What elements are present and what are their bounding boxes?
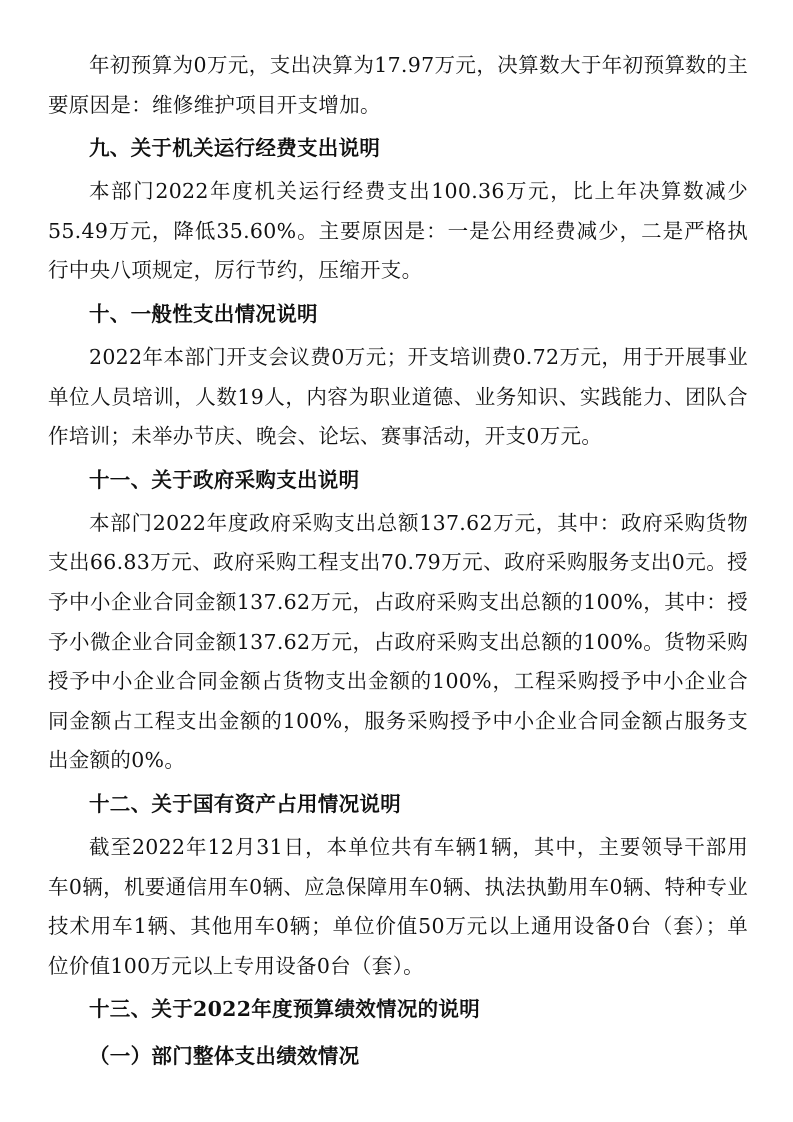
- section-heading-10: 十、一般性支出情况说明: [89, 301, 318, 326]
- paragraph-procurement: 本部门2022年度政府采购支出总额137.62万元，其中：政府采购货物支出66.83万元、政府采购工程支出70.79万元、政府采购服务支出0元。授予中小企业合同金额137.62万元，占政府采购支出总额的100%，其中：授予小微企业合同金额137.62万元，占政府采购支出总额的100%。货物采购授予中小企业合同金额占货物支出金额的100%，工程采购授予中小企业合同金额占工程支出金额的100%，服务采购授予中小企业合同金额占服务支出金额的0%。: [48, 510, 748, 773]
- paragraph-operating-expenses: 本部门2022年度机关运行经费支出100.36万元，比上年决算数减少55.49万元，降低35.60%。主要原因是：一是公用经费减少，二是严格执行中央八项规定，厉行节约，压缩开支。: [48, 179, 748, 283]
- paragraph-state-assets: 截至2022年12月31日，本单位共有车辆1辆，其中，主要领导干部用车0辆，机要通信用车0辆、应急保障用车0辆、执法执勤用车0辆、特种专业技术用车1辆、其他用车0辆；单位价值50万元以上通用设备0台（套）；单位价值100万元以上专用设备0台（套）。: [48, 834, 748, 978]
- section-heading-12: 十二、关于国有资产占用情况说明: [89, 791, 401, 816]
- section-heading-11: 十一、关于政府采购支出说明: [89, 467, 360, 492]
- paragraph-general-expenses: 2022年本部门开支会议费0万元；开支培训费0.72万元，用于开展事业单位人员培训，人数19人，内容为职业道德、业务知识、实践能力、团队合作培训；未举办节庆、晚会、论坛、赛事活动，开支0万元。: [48, 344, 748, 449]
- section-heading-9: 九、关于机关运行经费支出说明: [89, 136, 381, 161]
- section-heading-13: 十三、关于2022年度预算绩效情况的说明: [89, 997, 481, 1022]
- subsection-heading-1: （一）部门整体支出绩效情况: [89, 1044, 360, 1069]
- document-page: [48, 46, 748, 1080]
- paragraph-budget-note: 年初预算为0万元，支出决算为17.97万元，决算数大于年初预算数的主要原因是：维修维护项目开支增加。: [48, 53, 748, 117]
